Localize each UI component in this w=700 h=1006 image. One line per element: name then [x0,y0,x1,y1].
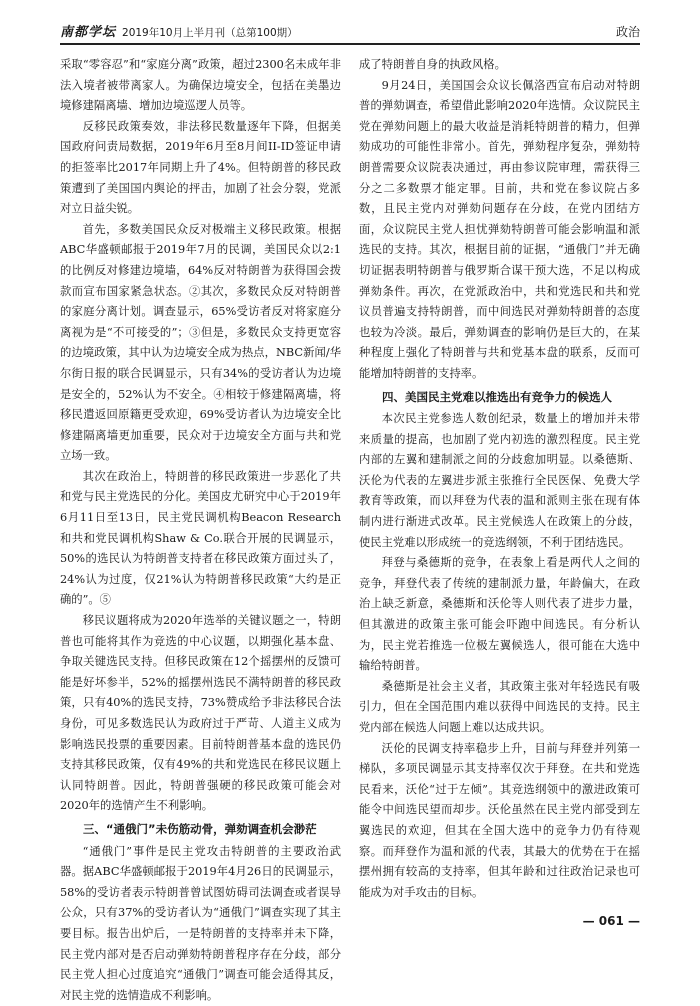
left-column [60,55,341,1002]
section-label: 政治 [615,25,640,39]
paragraph: 本次民主党参选人数创纪录，数量上的增加并未带来质量的提高，也加剧了党内初选的激烈程度。民主党内部的左翼和建制派之间的分歧愈加明显。以桑德斯、沃伦为代表的左翼进步派主张推行全民医保、免费大学教育等政策，而以拜登为代表的温和派则主张在现有体制内进行渐进式改革。民主党候选人在政策上的分歧，使民主党难以形成统一的竞选纲领，不利于团结选民。 [359,412,640,549]
page-number: — 061 — [582,914,640,928]
header-left [60,21,298,40]
paragraph: 拜登与桑德斯的竞争，在表象上看是两代人之间的竞争，拜登代表了传统的建制派力量，年龄偏大，在政治上缺乏新意，桑德斯和沃伦等人则代表了进步力量，但其激进的政策主张可能会吓跑中间选民。有分析认为，民主党若推选一位极左翼候选人，很可能在大选中输给特朗普。 [359,556,640,673]
issue-info: 2019年10月上半月刊（总第100期） [122,27,298,39]
paragraph: 移民议题将成为2020年选举的关键议题之一，特朗普也可能将其作为竞选的中心议题，以期强化基本盘、争取关键选民支持。但移民政策在12个摇摆州的反馈可能是好坏参半，52%的摇摆州选民不满特朗普的移民政策，只有40%的选民支持，73%赞成给予非法移民合法身份，可见多数选民认为政府过于严苛、人道主义成为影响选民投票的重要因素。目前特朗普基本盘的选民仍支持其移民政策，仅有49%的共和党选民在移民议题上认同特朗普。因此，特朗普强硬的移民政策可能会对2020年的选情产生不利影响。 [60,614,341,813]
right-column [359,55,640,899]
paragraph: 成了特朗普自身的执政风格。 [359,58,506,71]
page-header [60,18,640,45]
paragraph: 其次在政治上，特朗普的移民政策进一步恶化了共和党与民主党选民的分化。美国皮尤研究中心于2019年6月11日至13日，民主党民调机构Beacon Research和共和党民调机构Shaw & Co.联合开展的民调显示，50%的选民认为特朗普支持者在移民政策方面过头了，24%认为过度，仅21%认为特朗普移民政策“大约是正确的”。⑤ [60,469,341,607]
paragraph: 9月24日，美国国会众议长佩洛西宣布启动对特朗普的弹劾调查，希望借此影响2020年选情。众议院民主党在弹劾问题上的最大收益是消耗特朗普的精力，但弹劾成功的可能性非常小。首先，弹劾程序复杂，弹劾特朗普需要众议院表决通过，再由参议院审理，需获得三分之二多数票才能定罪。目前，共和党在参议院占多数，且民主党内对弹劾问题存在分歧，在党内团结方面，众议院民主党人担忧弹劾特朗普可能会影响温和派选民的支持。其次，根据目前的证据，“通俄门”并无确切证据表明特朗普与俄罗斯合谋干预大选，不足以构成弹劾条件。再次，在党派政治中，共和党选民和共和党议员普遍支持特朗普，而中间选民对弹劾特朗普的态度也较为冷淡。最后，弹劾调查的影响仍是巨大的，在某种程度上强化了特朗普与共和党基本盘的联系，反而可能增加特朗普的支持率。 [359,78,640,380]
paragraph: 沃伦的民调支持率稳步上升，目前与拜登并列第一梯队，多项民调显示其支持率仅次于拜登。在共和党选民看来，沃伦“过于左倾”。其竞选纲领中的激进政策可能令中间选民望而却步。沃伦虽然在民主党内部受到左翼选民的欢迎，但其在全国大选中的竞争力仍有待观察。而拜登作为温和派的代表，其最大的优势在于在摇摆州拥有较高的支持率，但其年龄和过往政治记录也可能成为对手攻击的目标。 [359,741,640,899]
paragraph: 采取“零容忍”和“家庭分离”政策，超过2300名未成年非法入境者被带离家人。为确保边境安全，包括在美墨边境修建隔离墙、增加边境巡逻人员等。 [60,58,341,113]
section-heading: 四、美国民主党难以推选出有竞争力的候选人 [382,389,612,404]
paragraph: 反移民政策奏效，非法移民数量逐年下降，但据美国政府问责局数据，2019年6月至8月间II-ID签证申请的拒签率比2017年同期上升了4%。但特朗普的移民政策遭到了美国国内舆论的抨击，加剧了社会分裂，党派对立日益尖锐。 [60,119,341,216]
section-heading: 三、“通俄门”未伤筋动骨，弹劾调查机会渺茫 [83,821,317,836]
paragraph: “通俄门”事件是民主党攻击特朗普的主要政治武器。据ABC华盛顿邮报于2019年4月26日的民调显示，58%的受访者表示特朗普曾试图妨碍司法调查或者误导公众，只有37%的受访者认为“通俄门”调查实现了其主要目标。报告出炉后，一是特朗普的支持率并未下降，民主党内部对是否启动弹劾特朗普程序存在分歧，部分民主党人担心过度追究“通俄门”调查可能会适得其反，对民主党的选情造成不利影响。 [60,844,341,1002]
journal-logo: 南都学坛 [60,25,117,40]
paragraph: 首先，多数美国民众反对极端主义移民政策。根据ABC华盛顿邮报于2019年7月的民调，美国民众以2:1的比例反对修建边境墙，64%反对特朗普为获得国会拨款而宣布国家紧急状态。②其次，多数民众反对特朗普的家庭分离计划。调查显示，65%受访者反对将家庭分离视为是“不可接受的”；③但是，多数民众支持更宽容的边境政策，其中认为边境安全成为热点，NBC新闻/华尔街日报的联合民调显示，只有34%的受访者认为边境是安全的，52%认为不安全。④相较于修建隔离墙，将移民遣返回原籍更受欢迎，69%受访者认为边境安全比修建隔离墙更加重要，民众对于边境安全方面与共和党立场一致。 [60,222,341,463]
paragraph: 桑德斯是社会主义者，其政策主张对年轻选民有吸引力，但在全国范围内难以获得中间选民的支持。民主党内部在候选人问题上难以达成共识。 [359,679,640,734]
